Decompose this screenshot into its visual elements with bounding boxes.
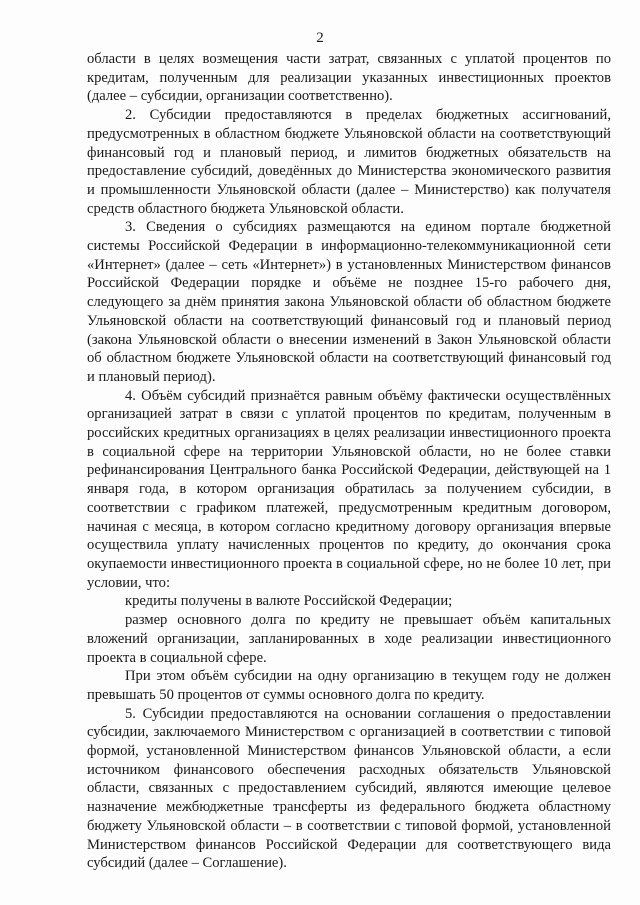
paragraph-condition-debt: размер основного долга по кредиту не превышает объём капитальных вложений организации, запланированных в ходе реализации инвестиционного проекта в социальной сфере. [87, 612, 611, 666]
paragraph-item-4: 4. Объём субсидий признаётся равным объёму фактически осуществлённых организацией затрат в связи с уплатой процентов по кредитам, полученным в российских кредитных организациях в целях реализации инвестиционного проекта в социальной сфере на территории Ульяновской области, но не более ставки рефинансирования Центрального банка Российской Федерации, действующей на 1 января года, в котором организация обратилась за получением субсидии, в соответствии с графиком платежей, предусмотренным кредитным договором, начиная с месяца, в котором согласно кредитному договору организация впервые осуществила уплату начисленных процентов по кредиту, до окончания срока окупаемости инвестиционного проекта в социальной сфере, но не более 10 лет, при условии, что: [87, 387, 611, 591]
paragraph-condition-currency: кредиты получены в валюте Российской Федерации; [125, 593, 453, 610]
paragraph-item-5: 5. Субсидии предоставляются на основании соглашения о предоставлении субсидии, заключаемого Министерством с организацией в соответствии с типовой формой, установленной Министерством финансов Ульяновской области, а если источником финансового обеспечения расходных обязательств Ульяновской области, связанных с предоставлением субсидий, являются имеющие целевое назначение межбюджетные трансферты из федерального бюджета областному бюджету Ульяновской области – в соответствии с типовой формой, установленной Министерством финансов Российской Федерации для соответствующего вида субсидий (далее – Соглашение). [87, 705, 611, 872]
paragraph-item-3: 3. Сведения о субсидиях размещаются на едином портале бюджетной системы Российской Федерации в информационно-телекоммуникационной сети «Интернет» (далее – сеть «Интернет») в установленных Министерством финансов Российской Федерации порядке и объёме не позднее 15-го рабочего дня, следующего за днём принятия закона Ульяновской области об областном бюджете Ульяновской области на соответствующий финансовый год и плановый период (закона Ульяновской области о внесении изменений в Закон Ульяновской области об областном бюджете Ульяновской области на соответствующий финансовый год и плановый период). [87, 219, 611, 385]
paragraph-limit: При этом объём субсидии на одну организацию в текущем году не должен превышать 50 процентов от суммы основного долга по кредиту. [87, 668, 611, 703]
paragraph-item-2: 2. Субсидии предоставляются в пределах бюджетных ассигнований, предусмотренных в областном бюджете Ульяновской области на соответствующий финансовый год и плановый период, и лимитов бюджетных обязательств на предоставление субсидий, доведённых до Министерства экономического развития и промышленности Ульяновской области (далее – Министерство) как получателя средств областного бюджета Ульяновской области. [87, 107, 611, 217]
page-number: 2 [316, 30, 324, 46]
paragraph-continuation: области в целях возмещения части затрат, связанных с уплатой процентов по кредитам, полученным для реализации указанных инвестиционных проектов (далее – субсидии, организации соответственно). [87, 51, 611, 105]
document-body [87, 50, 611, 873]
